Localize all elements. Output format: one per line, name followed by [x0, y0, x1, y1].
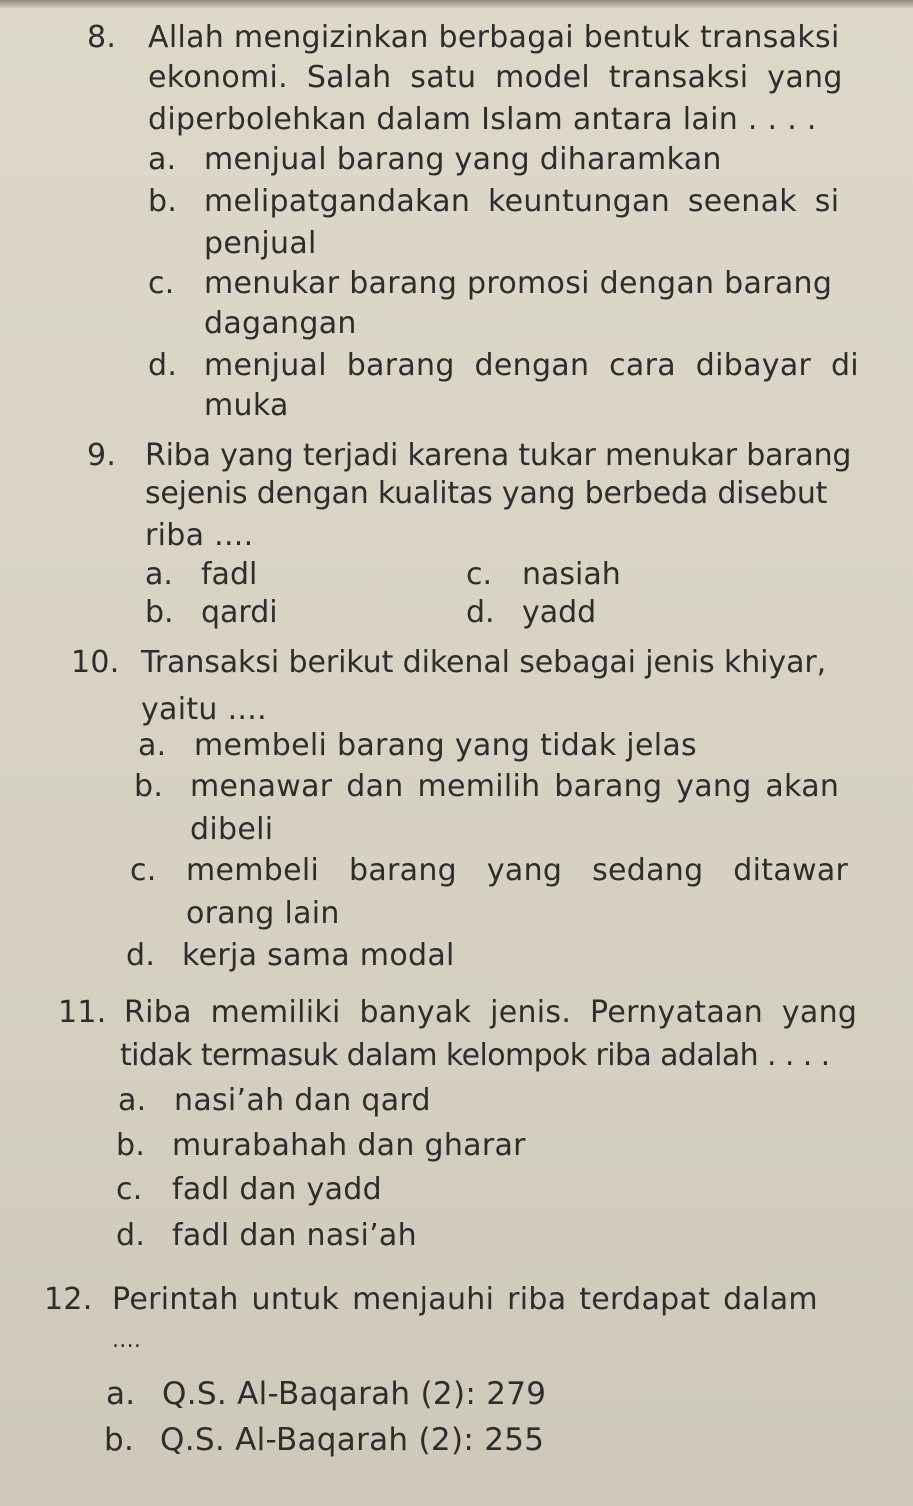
option-text: menawar dan memilih barang yang akan	[190, 769, 840, 804]
question-number: 11.	[58, 995, 107, 1030]
option-c[interactable]	[116, 1170, 382, 1210]
option-letter: a.	[148, 142, 177, 177]
question-text-line	[145, 516, 253, 556]
question-text: tidak termasuk dalam kelompok riba adalah . . . .	[120, 1038, 830, 1073]
question-text-line	[141, 643, 826, 683]
question-text-line	[148, 100, 817, 140]
option-text: menjual barang dengan cara dibayar di	[204, 348, 859, 383]
option-text: qardi	[201, 595, 278, 630]
option-c[interactable]	[148, 264, 832, 304]
option-d[interactable]	[116, 1216, 417, 1256]
option-letter: b.	[134, 769, 164, 804]
option-d[interactable]	[466, 593, 596, 633]
option-d[interactable]	[126, 936, 455, 976]
option-text-continuation: dagangan	[204, 306, 357, 341]
option-text-continuation: muka	[204, 388, 289, 423]
question-text-line	[148, 58, 843, 98]
option-text: menukar barang promosi dengan barang	[204, 266, 833, 301]
question-number: 8.	[87, 20, 117, 55]
option-text: kerja sama modal	[182, 938, 455, 973]
option-a[interactable]	[138, 726, 697, 766]
option-letter: c.	[466, 557, 493, 592]
question-text: Perintah untuk menjauhi riba terdapat dalam	[112, 1282, 818, 1317]
question-number: 9.	[87, 438, 117, 473]
question-text-line	[148, 18, 848, 58]
question-text: ekonomi. Salah satu model transaksi yang	[148, 60, 843, 95]
option-letter: a.	[145, 557, 173, 592]
question-text-line	[112, 1280, 818, 1320]
option-b[interactable]	[145, 593, 278, 633]
option-text: nasi’ah dan qard	[174, 1083, 431, 1118]
option-letter: a.	[138, 728, 167, 763]
option-text: melipatgandakan keuntungan seenak si	[204, 184, 840, 219]
option-text: nasiah	[522, 557, 621, 592]
option-text-continuation: penjual	[204, 226, 317, 261]
question-text: sejenis dengan kualitas yang berbeda disebut	[145, 476, 828, 511]
option-a[interactable]	[118, 1081, 431, 1121]
option-text: fadl dan nasi’ah	[172, 1218, 417, 1253]
option-text: menjual barang yang diharamkan	[204, 142, 722, 177]
question-text-line	[141, 690, 267, 730]
option-text: Q.S. Al-Baqarah (2): 255	[160, 1422, 545, 1458]
question-text-line	[120, 1036, 830, 1076]
option-letter: b.	[148, 184, 178, 219]
option-letter: c.	[148, 266, 175, 301]
option-text: murabahah dan gharar	[172, 1128, 526, 1163]
question-text: diperbolehkan dalam Islam antara lain . . . .	[148, 102, 817, 137]
option-text: membeli barang yang tidak jelas	[194, 728, 697, 763]
option-text: yadd	[522, 595, 597, 630]
option-c[interactable]	[130, 851, 848, 891]
option-b[interactable]	[116, 1126, 526, 1166]
question-text: Allah mengizinkan berbagai bentuk transaksi	[148, 20, 840, 55]
question-number: 10.	[71, 645, 120, 680]
question-text: Transaksi berikut dikenal sebagai jenis khiyar,	[141, 645, 827, 680]
question-text: yaitu ....	[141, 692, 267, 727]
page-top-edge	[0, 0, 913, 8]
option-letter: a.	[106, 1376, 136, 1412]
option-letter: c.	[116, 1172, 143, 1207]
question-text-line	[112, 1318, 141, 1361]
option-letter: b.	[116, 1128, 146, 1163]
option-d[interactable]	[148, 346, 859, 386]
question-number: 12.	[44, 1282, 93, 1317]
option-b[interactable]	[104, 1420, 544, 1460]
option-text-continuation: orang lain	[186, 896, 340, 931]
option-a[interactable]	[106, 1374, 546, 1414]
option-letter: b.	[104, 1422, 135, 1458]
option-letter: d.	[148, 348, 178, 383]
option-b[interactable]	[134, 767, 839, 807]
question-text: Riba yang terjadi karena tukar menukar barang	[145, 438, 852, 473]
option-letter: d.	[126, 938, 156, 973]
option-letter: d.	[116, 1218, 146, 1253]
option-letter: b.	[145, 595, 174, 630]
option-a[interactable]	[148, 140, 722, 180]
question-text: ....	[112, 1328, 142, 1353]
option-letter: d.	[466, 595, 495, 630]
option-a[interactable]	[145, 555, 257, 595]
option-text: fadl dan yadd	[172, 1172, 382, 1207]
option-text: membeli barang yang sedang ditawar	[186, 853, 849, 888]
option-text: Q.S. Al-Baqarah (2): 279	[162, 1376, 547, 1412]
option-text: fadl	[201, 557, 258, 592]
option-c[interactable]	[466, 555, 621, 595]
option-letter: c.	[130, 853, 157, 888]
option-b[interactable]	[148, 182, 839, 222]
option-text-continuation: dibeli	[190, 812, 274, 847]
question-text-line	[145, 474, 827, 514]
question-text: riba ....	[145, 518, 254, 553]
question-text: Riba memiliki banyak jenis. Pernyataan yang	[124, 995, 858, 1030]
question-text-line	[145, 436, 851, 476]
question-text-line	[124, 993, 857, 1033]
option-letter: a.	[118, 1083, 147, 1118]
